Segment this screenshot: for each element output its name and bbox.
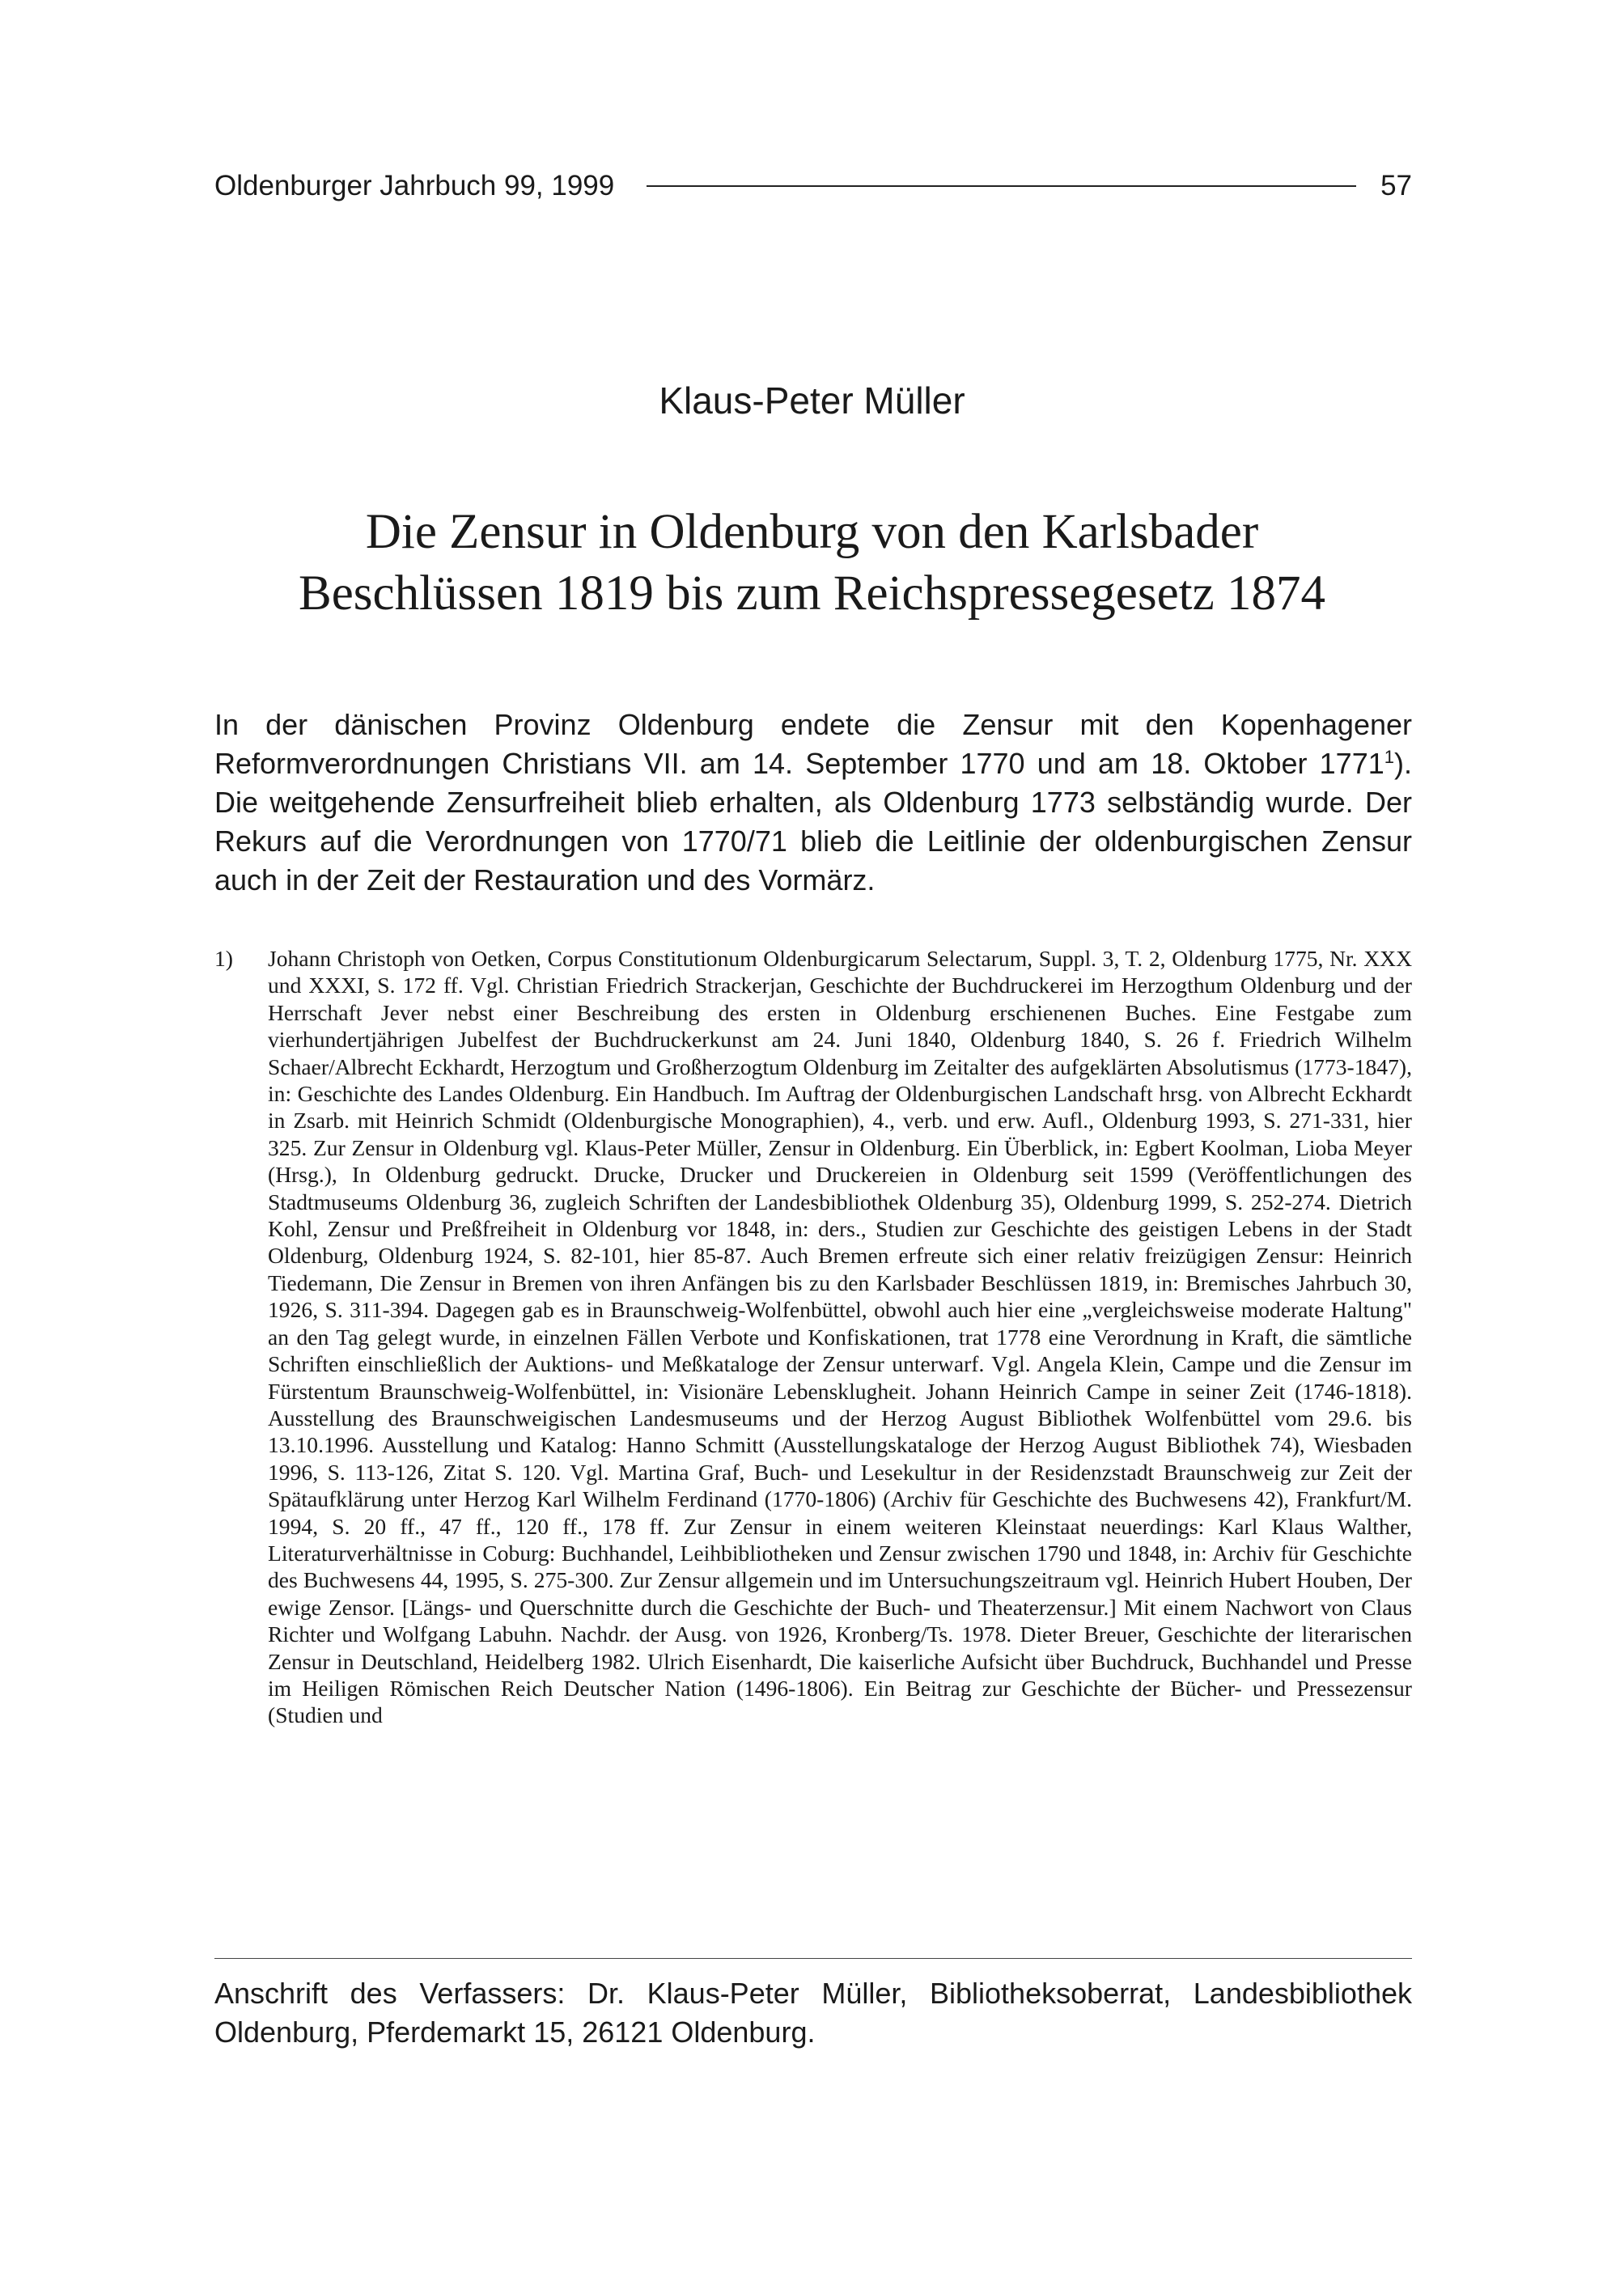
article-title (0, 502, 1624, 625)
footnote-number: 1) (214, 946, 233, 971)
journal-title: Oldenburger Jahrbuch 99, 1999 (214, 170, 615, 201)
article-author: Klaus-Peter Müller (659, 379, 965, 422)
intro-paragraph (214, 706, 1412, 900)
title-line-2: Beschlüssen 1819 bis zum Reichspressegesetz 1874 (299, 566, 1325, 621)
footnote-text: Johann Christoph von Oetken, Corpus Constitutionum Oldenburgicarum Selectarum, Suppl. 3, T. 2, Oldenburg 1775, Nr. XXX und XXXI, S. 172 ff. Vgl. Christian Friedrich Strackerjan, Geschichte der Buchdruckerei im Herzogthum Oldenburg und der Herrschaft Jever nebst einer Beschreibung des ersten in Oldenburg erschienenen Buches. Eine Festgabe zum vierhundertjährigen Jubelfest der Buchdruckerkunst am 24. Juni 1840, Oldenburg 1840, S. 26 f. Friedrich Wilhelm Schaer/Albrecht Eckhardt, Herzogtum und Großherzogtum Oldenburg im Zeitalter des aufgeklärten Absolutismus (1773-1847), in: Geschichte des Landes Oldenburg. Ein Handbuch. Im Auftrag der Oldenburgischen Landschaft hrsg. von Albrecht Eckhardt in Zsarb. mit Heinrich Schmidt (Oldenburgische Monographien), 4., verb. und erw. Aufl., Oldenburg 1993, S. 271-331, hier 325. Zur Zensur in Oldenburg vgl. Klaus-Peter Müller, Zensur in Oldenburg. Ein Überblick, in: Egbert Koolman, Lioba Meyer (Hrsg.), In Oldenburg gedruckt. Drucke, Drucker und Druckereien in Oldenburg seit 1599 (Veröffentlichungen des Stadtmuseums Oldenburg 36, zugleich Schriften der Landesbibliothek Oldenburg 35), Oldenburg 1999, S. 252-274. Dietrich Kohl, Zensur und Preßfreiheit in Oldenburg vor 1848, in: ders., Studien zur Geschichte des geistigen Lebens in der Stadt Oldenburg, Oldenburg 1924, S. 82-101, hier 85-87. Auch Bremen erfreute sich einer relativ freizügigen Zensur: Heinrich Tiedemann, Die Zensur in Bremen von ihren Anfängen bis zu den Karlsbader Beschlüssen 1819, in: Bremisches Jahrbuch 30, 1926, S. 311-394. Dagegen gab es in Braunschweig-Wolfenbüttel, obwohl auch hier eine „vergleichsweise moderate Haltung" an den Tag gelegt wurde, in einzelnen Fällen Verbote und Konfiskationen, trat 1778 eine Verordnung in Kraft, die sämtliche Schriften einschließlich der Auktions- und Meßkataloge der Zensur unterwarf. Vgl. Angela Klein, Campe und die Zensur im Fürstentum Braunschweig-Wolfenbüttel, in: Visionäre Lebensklugheit. Johann Heinrich Campe in seiner Zeit (1746-1818). Ausstellung des Braunschweigischen Landesmuseums und der Herzog August Bibliothek Wolfenbüttel vom 29.6. bis 13.10.1996. Ausstellung und Katalog: Hanno Schmitt (Ausstellungskataloge der Herzog August Bibliothek 74), Wiesbaden 1996, S. 113-126, Zitat S. 120. Vgl. Martina Graf, Buch- und Lesekultur in der Residenzstadt Braunschweig zur Zeit der Spätaufklärung unter Herzog Karl Wilhelm Ferdinand (1770-1806) (Archiv für Geschichte des Buchwesens 42), Frankfurt/M. 1994, S. 20 ff., 47 ff., 120 ff., 178 ff. Zur Zensur in einem weiteren Kleinstaat neuerdings: Karl Klaus Walther, Literaturverhältnisse in Coburg: Buchhandel, Leihbibliotheken und Zensur zwischen 1790 und 1848, in: Archiv für Geschichte des Buchwesens 44, 1995, S. 275-300. Zur Zensur allgemein und im Untersuchungszeitraum vgl. Heinrich Hubert Houben, Der ewige Zensor. [Längs- und Querschnitte durch die Geschichte der Buch- und Theaterzensur.] Mit einem Nachwort von Claus Richter und Wolfgang Labuhn. Nachdr. der Ausg. von 1926, Kronberg/Ts. 1978. Dieter Breuer, Geschichte der literarischen Zensur in Deutschland, Heidelberg 1982. Ulrich Eisenhardt, Die kaiserliche Aufsicht über Buchdruck, Buchhandel und Presse im Heiligen Römischen Reich Deutscher Nation (1496-1806). Ein Beitrag zur Geschichte der Bücher- und Pressezensur (Studien und (268, 946, 1412, 1728)
intro-text-1: In der dänischen Provinz Oldenburg endete die Zensur mit den Kopenhagener Reformverordnungen Christians VII. am 14. September 1770 und am 18. Oktober 1771 (214, 708, 1412, 780)
author-address: Anschrift des Verfassers: Dr. Klaus-Peter Müller, Bibliotheksoberrat, Landesbibliothek Oldenburg, Pferdemarkt 15, 26121 Oldenburg. (214, 1977, 1412, 2049)
address-divider (214, 1958, 1412, 1959)
header-rule (647, 185, 1356, 187)
footnote (214, 945, 1412, 1729)
title-line-1: Die Zensur in Oldenburg von den Karlsbader (365, 505, 1259, 559)
running-header (214, 166, 1412, 206)
footnote-reference: 1 (1384, 747, 1394, 767)
page-number: 57 (1380, 170, 1412, 201)
intro-text-2: ). Die weitgehende Zensurfreiheit blieb erhalten, als Oldenburg 1773 selbständig wurde. Der Rekurs auf die Verordnungen von 1770/71 blieb die Leitlinie der oldenburgischen Zensur auch in der Zeit der Restauration und des Vormärz. (214, 747, 1412, 896)
